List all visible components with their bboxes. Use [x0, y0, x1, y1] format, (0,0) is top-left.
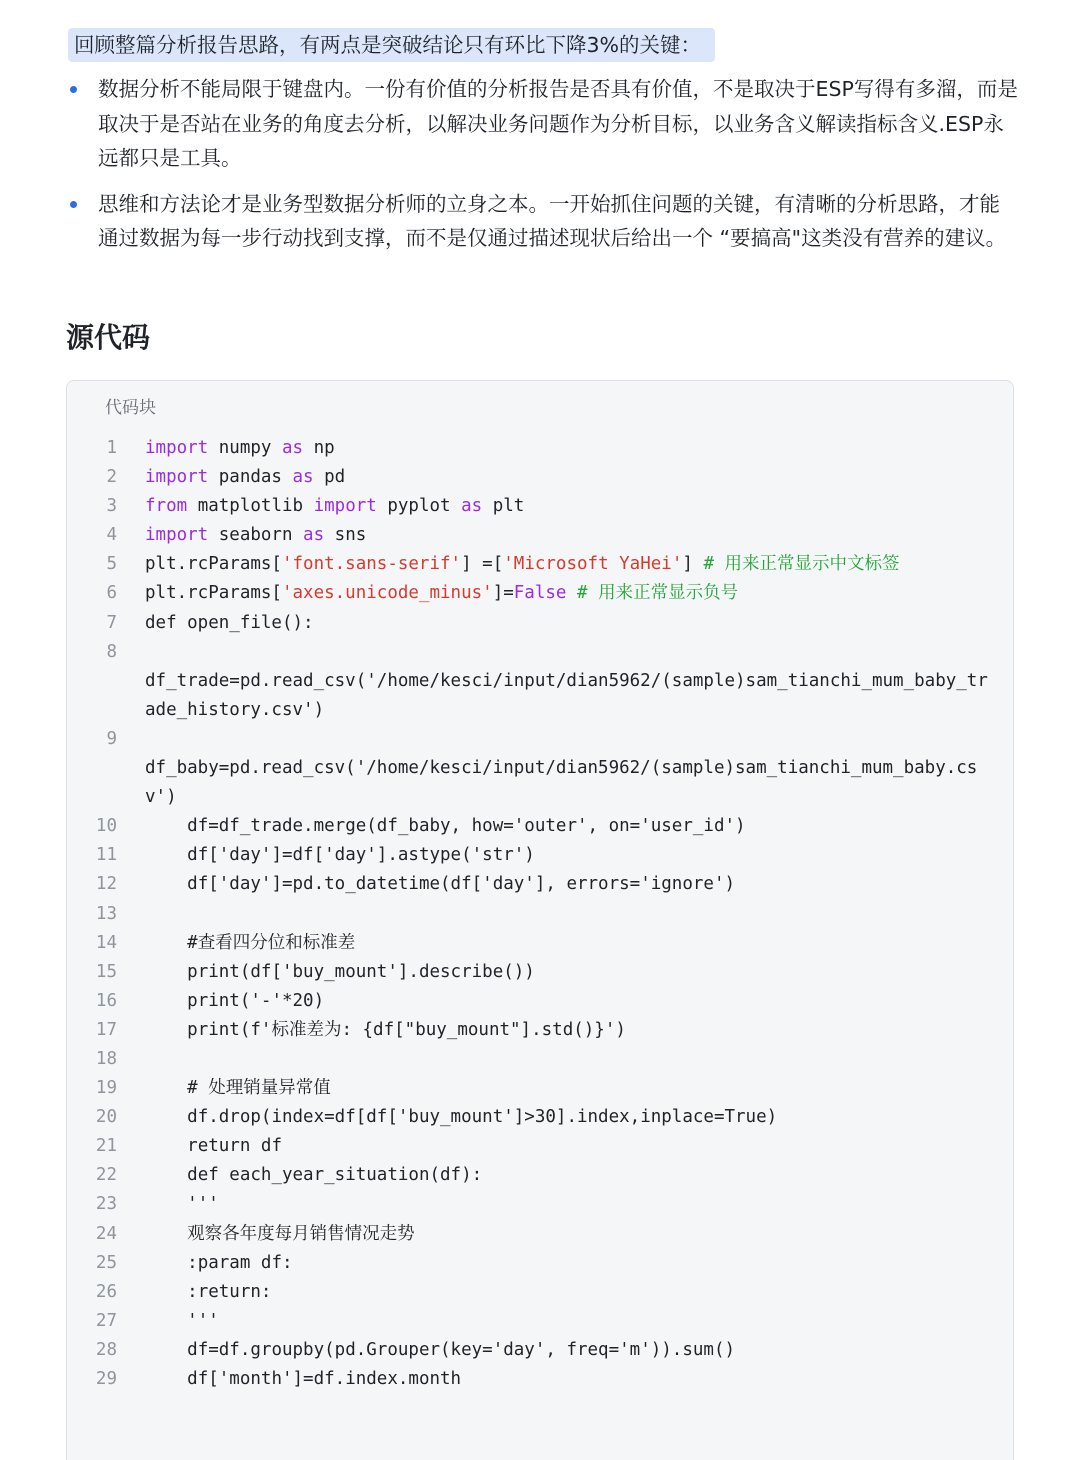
code-line [67, 667, 1013, 725]
line-number: 19 [95, 1078, 117, 1099]
bullet-text: 思维和方法论才是业务型数据分析师的立身之本。一开始抓住问题的关键，有清晰的分析思路，才能通过数据为每一步行动找到支撑，而不是仅通过描述现状后给出一个 “要搞高"这类没有营养的建议。 [98, 191, 1007, 250]
takeaway-list [68, 72, 1018, 267]
code-line [67, 900, 1013, 929]
code-block[interactable] [66, 380, 1014, 1460]
code-line [67, 1103, 1013, 1132]
code-line-text [145, 900, 990, 929]
code-line [67, 1249, 1013, 1278]
code-line-text: def each_year_situation(df): [145, 1165, 483, 1186]
bullet-dot-icon [70, 201, 77, 208]
line-number: 27 [95, 1310, 117, 1331]
code-line [67, 521, 1013, 550]
line-number: 6 [106, 583, 117, 604]
code-line-text [145, 1045, 990, 1074]
line-number: 25 [95, 1252, 117, 1273]
list-item [68, 72, 1018, 176]
code-line [67, 609, 1013, 638]
line-number: 11 [95, 845, 117, 866]
line-number: 29 [95, 1369, 117, 1389]
code-line [67, 1220, 1013, 1249]
code-line [67, 1278, 1013, 1307]
code-line-text: def open_file(): [145, 612, 314, 633]
code-line [67, 492, 1013, 521]
code-line-text: :param df: [145, 1252, 293, 1273]
code-line-text: df['day']=pd.to_datetime(df['day'], errors='ignore') [145, 874, 736, 895]
section-title: 源代码 [66, 321, 151, 354]
line-number: 28 [95, 1339, 117, 1360]
code-line [67, 812, 1013, 841]
code-line-text: df['month']=df.index.month [145, 1369, 462, 1389]
code-line [67, 987, 1013, 1016]
code-line [67, 579, 1013, 608]
code-line [67, 1074, 1013, 1103]
line-number: 4 [106, 525, 117, 546]
code-line-text: import pandas as pd [145, 467, 346, 488]
line-number: 5 [106, 554, 117, 575]
code-line-text: import seaborn as sns [145, 525, 367, 546]
code-line-text: import numpy as np [145, 438, 335, 458]
code-line [67, 725, 1013, 754]
code-line [67, 754, 1013, 812]
line-number: 14 [95, 932, 117, 953]
code-line-text: df_trade=pd.read_csv('/home/kesci/input/dian5962/(sample)sam_tianchi_mum_baby_trade_history.csv') [145, 670, 988, 720]
code-line-text: :return: [145, 1281, 272, 1302]
line-number: 13 [95, 903, 117, 924]
line-number: 9 [106, 728, 117, 749]
code-line-text: print('-'*20) [145, 990, 325, 1011]
line-number: 26 [95, 1281, 117, 1302]
code-line-text: print(f'标准差为: {df["buy_mount"].std()}') [145, 1019, 626, 1040]
code-line [67, 1365, 1013, 1394]
code-line [67, 958, 1013, 987]
code-line-text: ''' [145, 1194, 219, 1215]
line-number: 23 [95, 1194, 117, 1215]
code-line [67, 1190, 1013, 1219]
line-number: 12 [95, 874, 117, 895]
code-line [67, 929, 1013, 958]
code-body[interactable] [67, 434, 1013, 1394]
code-line-text [145, 638, 990, 667]
code-line [67, 1016, 1013, 1045]
code-line-text: plt.rcParams['font.sans-serif'] =['Microsoft YaHei'] # 用来正常显示中文标签 [145, 554, 900, 575]
line-number: 24 [95, 1223, 117, 1244]
code-line-text: #查看四分位和标准差 [145, 932, 356, 953]
line-number: 2 [106, 467, 117, 488]
code-line [67, 1045, 1013, 1074]
code-line-text: # 处理销量异常值 [145, 1078, 331, 1099]
line-number: 8 [106, 641, 117, 662]
code-line-text: df.drop(index=df[df['buy_mount']>30].index,inplace=True) [145, 1107, 778, 1128]
line-number [67, 667, 145, 725]
code-line-text [145, 725, 990, 754]
code-line-text: 观察各年度每月销售情况走势 [145, 1223, 415, 1244]
line-number [67, 754, 145, 812]
line-number: 7 [106, 612, 117, 633]
code-line [67, 1336, 1013, 1365]
line-number: 21 [95, 1136, 117, 1157]
bullet-text: 数据分析不能局限于键盘内。一份有价值的分析报告是否具有价值，不是取决于ESP写得有多溜，而是取决于是否站在业务的角度去分析，以解决业务问题作为分析目标，以业务含义解读指标含义.ESP永远都只是工具。 [98, 77, 1018, 170]
line-number: 3 [106, 496, 117, 517]
code-line-text: from matplotlib import pyplot as plt [145, 496, 525, 517]
code-line [67, 550, 1013, 579]
line-number: 20 [95, 1107, 117, 1128]
line-number: 17 [95, 1019, 117, 1040]
line-number: 18 [95, 1048, 117, 1069]
code-line-text: return df [145, 1136, 282, 1157]
line-number: 22 [95, 1165, 117, 1186]
bullet-dot-icon [70, 86, 77, 93]
code-block-caption: 代码块 [105, 398, 156, 418]
list-item [68, 187, 1018, 256]
code-line-text: ''' [145, 1310, 219, 1331]
code-line-text: df=df_trade.merge(df_baby, how='outer', on='user_id') [145, 816, 746, 837]
code-line [67, 870, 1013, 899]
line-number: 15 [95, 961, 117, 982]
line-number: 10 [95, 816, 117, 837]
line-number: 1 [106, 438, 117, 458]
code-line [67, 1132, 1013, 1161]
code-line [67, 638, 1013, 667]
code-line-text: df=df.groupby(pd.Grouper(key='day', freq='m')).sum() [145, 1339, 736, 1360]
code-line [67, 434, 1013, 463]
code-line [67, 841, 1013, 870]
code-line-text: print(df['buy_mount'].describe()) [145, 961, 535, 982]
code-line [67, 1307, 1013, 1336]
code-line-text: df_baby=pd.read_csv('/home/kesci/input/dian5962/(sample)sam_tianchi_mum_baby.csv') [145, 758, 978, 808]
code-line-text: df['day']=df['day'].astype('str') [145, 845, 535, 866]
line-number: 16 [95, 990, 117, 1011]
code-line-text: plt.rcParams['axes.unicode_minus']=False # 用来正常显示负号 [145, 583, 739, 604]
code-line [67, 463, 1013, 492]
code-line [67, 1161, 1013, 1190]
highlighted-summary: 回顾整篇分析报告思路，有两点是突破结论只有环比下降3%的关键： [68, 28, 715, 62]
